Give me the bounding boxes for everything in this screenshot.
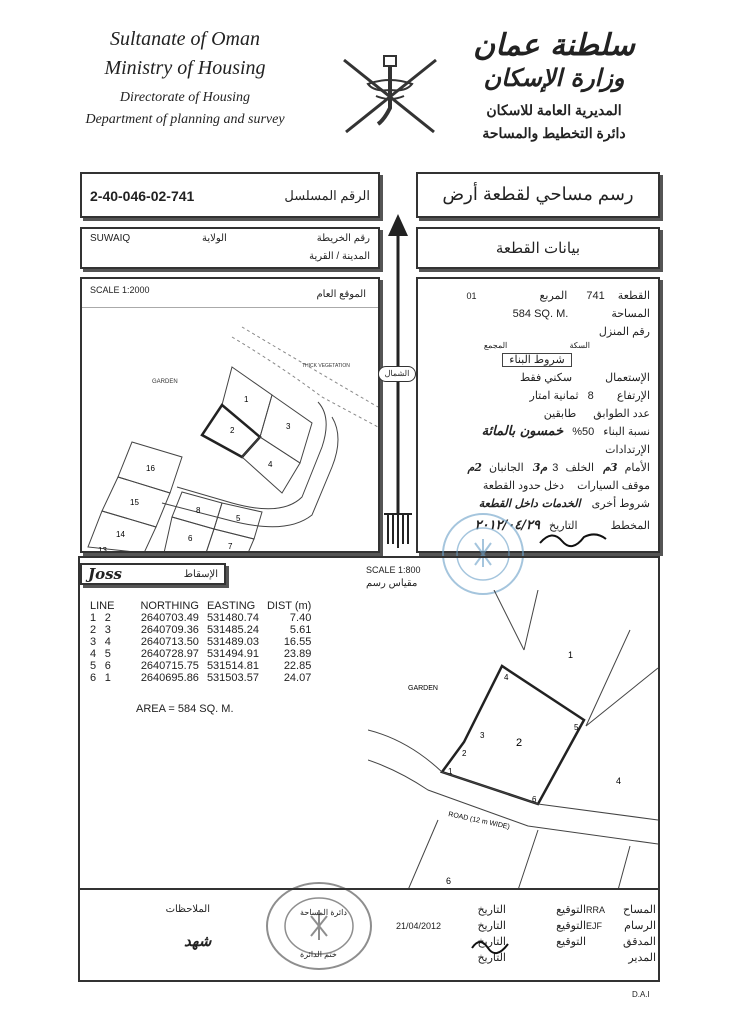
table-row: 6 1 2640695.86 531503.57 24.07 <box>90 672 312 684</box>
plot-data-heading-box <box>416 227 660 269</box>
col-line: LINE <box>90 600 115 612</box>
sides-value: 2م <box>467 461 482 474</box>
header-ar-line1: سلطنة عمان <box>473 28 635 63</box>
setbacks-row <box>424 441 650 459</box>
detail-plot-label-6: 6 <box>446 876 452 886</box>
general-plot-label-13: 13 <box>98 546 107 553</box>
other-value: الخدمات داخل القطعة <box>478 497 581 510</box>
general-site-box <box>80 277 380 553</box>
ratio-row <box>424 423 650 441</box>
planner-label: المخطط <box>610 520 650 532</box>
projection-signature: Joss <box>88 565 122 583</box>
general-site-map <box>82 307 378 553</box>
oman-emblem <box>338 50 442 140</box>
general-plot-label-14: 14 <box>116 530 125 539</box>
col-dist: DIST (m) <box>266 600 312 612</box>
road-row <box>424 341 590 351</box>
general-plot-label-7: 7 <box>228 542 233 551</box>
vertex-1: 1 <box>448 767 453 776</box>
use-row <box>424 369 650 387</box>
use-value: سكني فقط <box>519 372 573 384</box>
vertex-3: 3 <box>480 731 485 740</box>
setback-values-row <box>424 459 650 477</box>
general-plot-label-6: 6 <box>188 534 193 543</box>
header-en-line4: Department of planning and survey <box>85 112 285 127</box>
ratio-label: نسبة البناء <box>603 426 650 438</box>
signature-row: المساح RRA التوقيع التاريخ <box>477 904 656 916</box>
planner-signature <box>538 525 608 551</box>
conditions-heading: شروط البناء <box>424 351 650 369</box>
stamp-text-2: ختم الدائرة <box>300 950 337 959</box>
wilaya-label: الولاية <box>202 233 227 244</box>
plot-data-heading: بيانات القطعة <box>495 240 581 257</box>
header-en-line2: Ministry of Housing <box>104 57 266 79</box>
front-label: الأمام <box>624 462 650 474</box>
area-row <box>424 305 650 323</box>
north-label: الشمال <box>378 366 416 382</box>
location-box <box>80 227 380 269</box>
sides-handwritten: م3 <box>532 461 548 474</box>
header-en <box>80 28 290 128</box>
general-plot-label-8: 8 <box>196 506 201 515</box>
header-ar-line4: دائرة التخطيط والمساحة <box>482 125 626 141</box>
general-plot-label-1: 1 <box>244 395 249 404</box>
general-plot-label-3: 3 <box>286 422 291 431</box>
general-plot-label-2: 2 <box>230 426 235 435</box>
signature-row: المدقق التوقيع التاريخ <box>477 936 656 948</box>
remarks-signature: شهد <box>184 932 212 950</box>
city-label: المدينة / القرية <box>309 251 370 262</box>
area-total: AREA = 584 SQ. M. <box>136 703 234 715</box>
parking-label: موقف السيارات <box>577 480 650 492</box>
date-label: التاريخ <box>549 520 578 532</box>
general-plot-label-15: 15 <box>130 498 139 507</box>
col-northing: NORTHING <box>140 600 199 612</box>
other-label: شروط أخرى <box>591 498 650 510</box>
serial-box <box>80 172 380 218</box>
remarks-label: الملاحظات <box>165 904 210 915</box>
plot-label: القطعة <box>617 290 650 302</box>
projection-box <box>80 563 226 585</box>
floors-value: طابقين <box>543 408 577 420</box>
road-label: السكة <box>569 341 590 350</box>
vertex-4: 4 <box>504 673 509 682</box>
subject-plot <box>442 666 584 804</box>
detail-plot-label-4: 4 <box>616 776 622 786</box>
stamp-text-1: دائرة المساحة <box>300 908 347 917</box>
area-label: المساحة <box>611 308 650 320</box>
parking-row <box>424 477 650 495</box>
coordinates-header-row <box>86 600 315 612</box>
height-value: 8 <box>587 390 594 402</box>
setbacks-label: الإرتدادات <box>605 444 650 456</box>
height-row <box>424 387 650 405</box>
block-no: 01 <box>466 291 477 301</box>
drawing-title: رسم مساحي لقطعة أرض <box>442 184 634 204</box>
circular-stamp <box>440 511 526 597</box>
parking-value: دخل حدود القطعة <box>482 480 565 492</box>
table-row: 1 2 2640703.49 531480.74 7.40 <box>90 612 312 624</box>
col-easting: EASTING <box>206 600 256 612</box>
signature-row: المدير التاريخ <box>477 952 656 964</box>
general-scale: SCALE 1:2000 <box>90 285 150 295</box>
general-site-label: الموقع العام <box>316 289 366 300</box>
table-row: 3 4 2640713.50 531489.03 16.55 <box>90 636 312 648</box>
coordinates-table <box>86 600 315 684</box>
title-box <box>416 172 660 218</box>
footer-code: D.A.I <box>632 990 650 999</box>
general-plot-label-16: 16 <box>146 464 155 473</box>
header-ar-line3: المديرية العامة للاسكان <box>486 102 622 118</box>
table-row: 4 5 2640728.97 531494.91 23.89 <box>90 648 312 660</box>
drawer-signature <box>470 934 510 958</box>
detail-plot-label-1: 1 <box>568 650 574 660</box>
detail-plot-label-2: 2 <box>516 737 523 749</box>
table-row: 2 3 2640709.36 531485.24 5.61 <box>90 624 312 636</box>
serial-label: الرقم المسلسل <box>284 188 370 203</box>
back-label: الخلف <box>565 462 595 474</box>
location-value: SUWAIQ <box>90 233 131 244</box>
detail-road-label: ROAD (12 m WIDE) <box>447 811 511 831</box>
header-en-line1: Sultanate of Oman <box>110 28 260 50</box>
back-value: 3 <box>552 462 559 474</box>
signatures-block <box>368 902 656 966</box>
plot-no: 741 <box>586 290 605 302</box>
ratio-value: 50% <box>572 426 595 438</box>
header-ar-line2: وزارة الإسكان <box>483 63 625 92</box>
map-no-label: رقم الخريطة <box>316 233 370 244</box>
header-en-line3: Directorate of Housing <box>119 90 251 105</box>
front-value: 3م <box>603 461 618 474</box>
date-value: ٢٠١٢/٠٤/٢٩ <box>474 518 540 533</box>
vertex-6: 6 <box>532 795 537 804</box>
general-garden-label: GARDEN <box>152 379 178 385</box>
projection-label: الإسقاط <box>183 569 218 580</box>
header-ar <box>440 28 668 142</box>
complex-label: المجمع <box>483 341 508 350</box>
general-veg-label: THICK VEGETATION <box>302 363 350 369</box>
height-label: الإرتفاع <box>616 390 650 402</box>
area-value: 584 SQ. M. <box>512 308 569 320</box>
general-plot-label-4: 4 <box>268 460 273 469</box>
house-row <box>424 323 650 341</box>
detail-garden-label: GARDEN <box>408 685 438 692</box>
vertex-2: 2 <box>462 749 467 758</box>
vertex-5: 5 <box>574 723 579 732</box>
detail-scale-ar: مقياس رسم <box>366 578 418 589</box>
sides-label: الجانبان <box>489 462 524 474</box>
plot-row <box>424 287 650 305</box>
detail-scale: SCALE 1:800 <box>366 565 421 575</box>
height-text: ثمانية امتار <box>529 390 579 402</box>
plot-info-box <box>416 277 660 553</box>
signature-row: الرسام EJF التوقيع التاريخ 21/04/2012 <box>396 920 656 932</box>
table-row: 5 6 2640715.75 531514.81 22.85 <box>90 660 312 672</box>
floors-row <box>424 405 650 423</box>
block-label: المربع <box>539 290 568 302</box>
detail-map <box>368 590 658 890</box>
floors-label: عدد الطوابق <box>593 408 650 420</box>
use-label: الإستعمال <box>605 372 650 384</box>
north-arrow <box>380 214 416 554</box>
house-label: رقم المنزل <box>598 326 650 338</box>
serial-value: 2-40-046-02-741 <box>90 188 195 204</box>
ratio-handwritten: خمسون بالمائة <box>481 424 564 439</box>
general-plot-label-5: 5 <box>236 514 241 523</box>
